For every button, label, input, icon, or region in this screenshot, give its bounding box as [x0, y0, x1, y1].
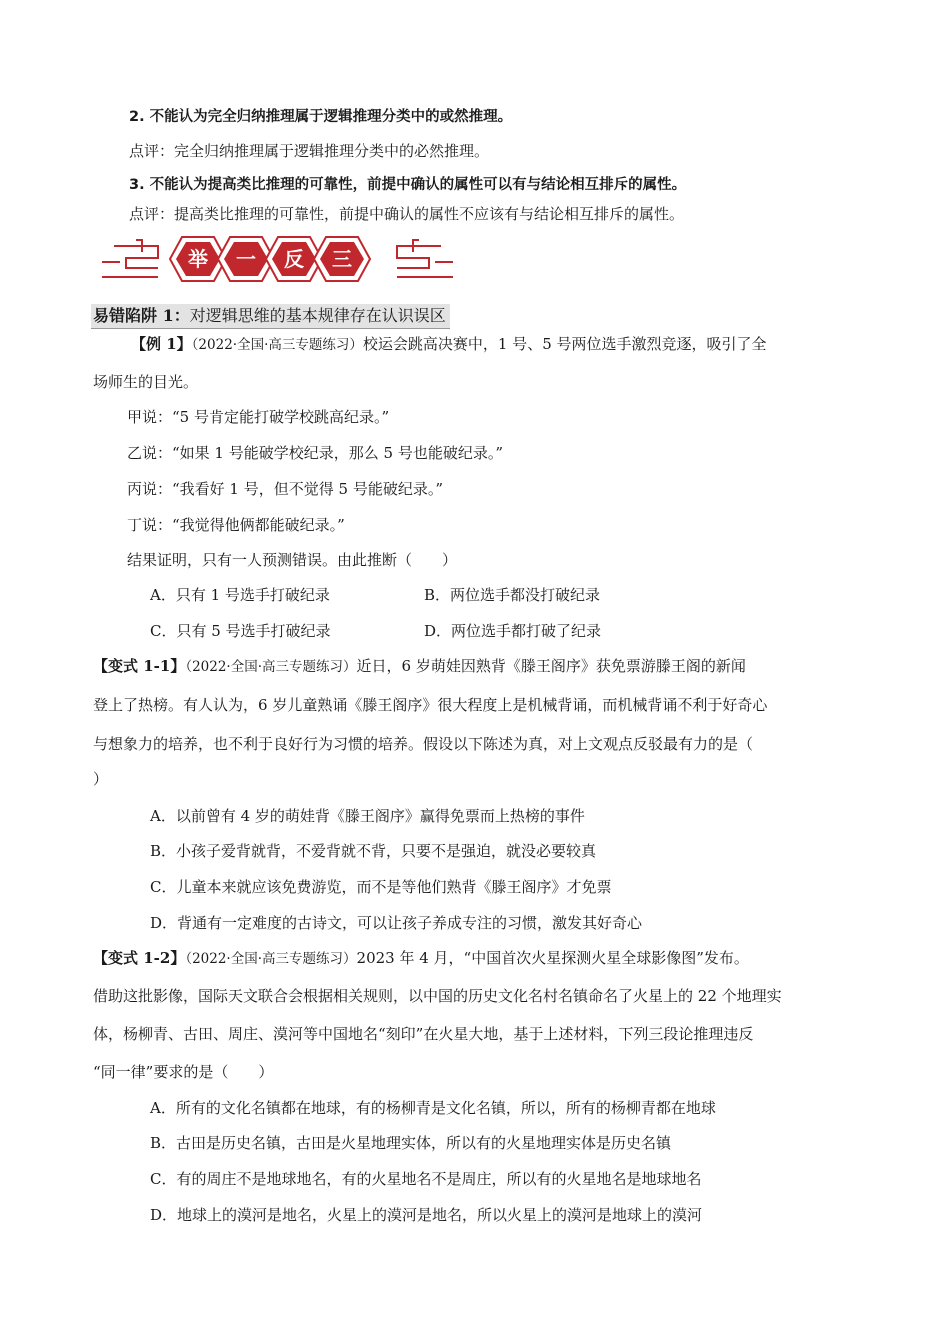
variant-1-1-option-a[interactable]: A．以前曾有 4 岁的萌娃背《滕王阁序》赢得免票而上热榜的事件: [150, 807, 585, 825]
point-3-comment: 点评：提高类比推理的可靠性，前提中确认的属性不应该有与结论相互排斥的属性。: [129, 205, 685, 223]
banner-char-3: 反: [284, 247, 304, 271]
variant-1-2-line1: 2023 年 4 月，“中国首次火星探测火星全球影像图”发布。: [356, 949, 749, 967]
statement-bing: 丙说：“我看好 1 号，但不觉得 5 号能破纪录。”: [127, 480, 443, 498]
variant-1-2-source: （2022·全国·高三专题练习）: [185, 951, 357, 967]
variant-1-1-tag: 【变式 1-1】: [93, 657, 186, 675]
statement-yi: 乙说：“如果 1 号能破学校纪录，那么 5 号也能破纪录。”: [127, 444, 503, 462]
point-3-title: 3. 不能认为提高类比推理的可靠性，前提中确认的属性可以有与结论相互排斥的属性。: [129, 177, 687, 193]
example-1-option-b[interactable]: B．两位选手都没打破纪录: [424, 586, 601, 604]
banner-left-ornament-icon: [102, 240, 158, 277]
banner-char-2: 一: [236, 247, 256, 271]
variant-1-1-line3: 与想象力的培养，也不利于良好行为习惯的培养。假设以下陈述为真，对上文观点反驳最有力的是（: [93, 735, 754, 753]
example-1-option-c[interactable]: C．只有 5 号选手打破纪录: [150, 622, 331, 640]
example-1-source: （2022·全国·高三专题练习）: [191, 337, 363, 353]
example-1-stem: [131, 333, 767, 354]
variant-1-2-line2: 借助这批影像，国际天文联合会根据相关规则，以中国的历史文化名村名镇命名了火星上的 22 个地理实: [93, 987, 782, 1005]
point-2-title: 2. 不能认为完全归纳推理属于逻辑推理分类中的或然推理。: [129, 109, 513, 125]
variant-1-1-line2: 登上了热榜。有人认为，6 岁儿童熟诵《滕王阁序》很大程度上是机械背诵，而机械背诵不利于好奇心: [93, 696, 768, 714]
variant-1-2-line4: “同一律”要求的是（ ）: [93, 1063, 274, 1081]
example-1-option-d[interactable]: D．两位选手都打破了纪录: [424, 622, 602, 640]
statement-ding: 丁说：“我觉得他俩都能破纪录。”: [127, 516, 345, 534]
variant-1-2-option-c[interactable]: C．有的周庄不是地球地名，有的火星地名不是周庄，所以有的火星地名是地球地名: [150, 1170, 702, 1188]
example-1-option-a[interactable]: A．只有 1 号选手打破纪录: [150, 586, 330, 604]
banner-right-ornament-icon: [397, 240, 453, 277]
variant-1-1-option-d[interactable]: D．背通有一定难度的古诗文，可以让孩子养成专注的习惯，激发其好奇心: [150, 914, 643, 932]
variant-1-2-option-b[interactable]: B．古田是历史名镇，古田是火星地理实体，所以有的火星地理实体是历史名镇: [150, 1134, 672, 1152]
variant-1-1-option-c[interactable]: C．儿童本来就应该免费游览，而不是等他们熟背《滕王阁序》才免票: [150, 878, 612, 896]
variant-1-1-line1: 近日，6 岁萌娃因熟背《滕王阁序》获免票游滕王阁的新闻: [356, 657, 746, 675]
variant-1-2-option-d[interactable]: D．地球上的漠河是地名，火星上的漠河是地名，所以火星上的漠河是地球上的漠河: [150, 1206, 703, 1224]
example-1-stem-line1: 校运会跳高决赛中，1 号、5 号两位选手激烈竞逐，吸引了全: [362, 335, 767, 353]
example-1-tag: 【例 1】: [131, 335, 192, 353]
practice-banner: [100, 232, 455, 286]
banner-char-4: 三: [332, 247, 352, 271]
trap-label: 易错陷阱 1：: [93, 306, 190, 325]
variant-1-2-option-a[interactable]: A．所有的文化名镇都在地球，有的杨柳青是文化名镇，所以，所有的杨柳青都在地球: [150, 1099, 716, 1117]
example-1-stem-line2: 场师生的目光。: [93, 373, 199, 391]
variant-1-2-stem: [93, 947, 749, 968]
variant-1-1-option-b[interactable]: B．小孩子爱背就背，不爱背就不背，只要不是强迫，就没必要较真: [150, 842, 597, 860]
variant-1-1-stem: [93, 655, 746, 676]
trap-text: 对逻辑思维的基本规律存在认识误区: [189, 306, 446, 325]
variant-1-2-line3: 体，杨柳青、古田、周庄、漠河等中国地名“刻印”在火星大地，基于上述材料，下列三段论推理违反: [93, 1025, 754, 1043]
variant-1-1-line4: ）: [93, 770, 109, 788]
variant-1-2-tag: 【变式 1-2】: [93, 949, 186, 967]
statement-jia: 甲说：“5 号肯定能打破学校跳高纪录。”: [127, 408, 390, 426]
trap-heading: [91, 304, 450, 329]
point-2-comment: 点评：完全归纳推理属于逻辑推理分类中的必然推理。: [129, 142, 490, 160]
banner-char-1: 举: [188, 247, 208, 271]
example-1-question: 结果证明，只有一人预测错误。由此推断（ ）: [127, 551, 458, 569]
variant-1-1-source: （2022·全国·高三专题练习）: [185, 659, 357, 675]
